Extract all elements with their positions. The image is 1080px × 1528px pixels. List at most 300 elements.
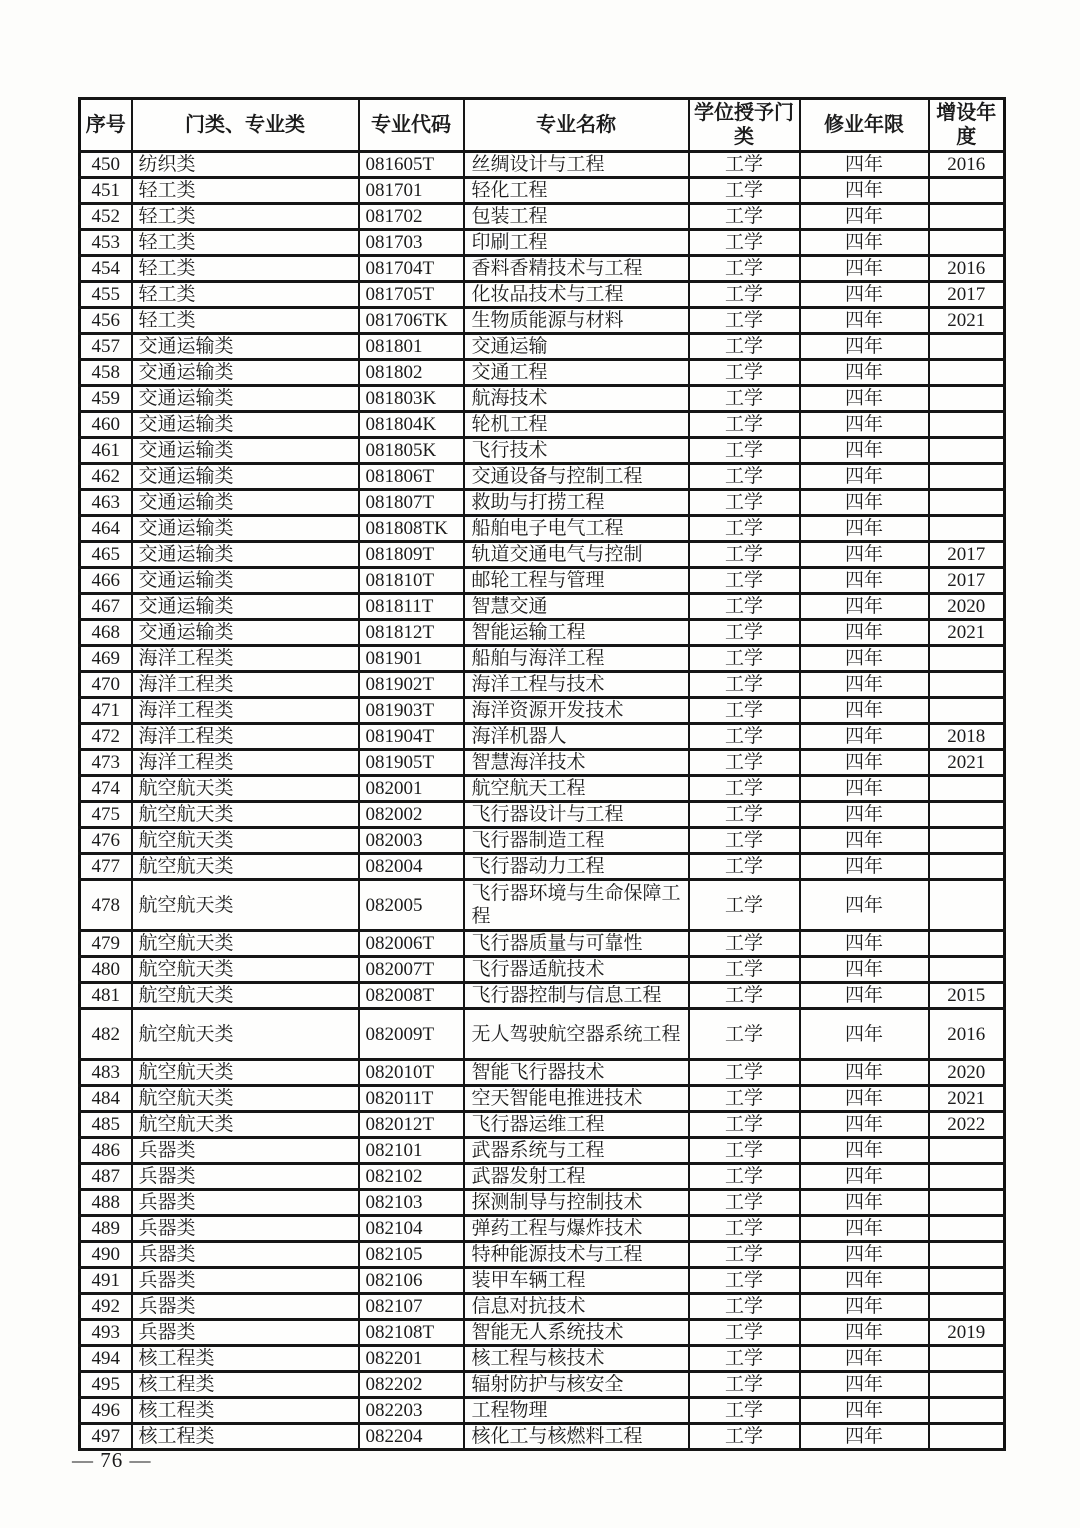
code-cell: 082108T <box>359 1320 464 1346</box>
serial-cell: 459 <box>80 386 132 412</box>
degree-cell: 工学 <box>689 880 800 931</box>
years-cell: 四年 <box>800 178 929 204</box>
degree-cell: 工学 <box>689 1398 800 1424</box>
code-cell: 081905T <box>359 750 464 776</box>
added-year-cell: 2019 <box>929 1320 1005 1346</box>
degree-cell: 工学 <box>689 490 800 516</box>
serial-cell: 466 <box>80 568 132 594</box>
name-cell: 辐射防护与核安全 <box>464 1372 689 1398</box>
serial-cell: 456 <box>80 308 132 334</box>
years-cell: 四年 <box>800 1190 929 1216</box>
degree-cell: 工学 <box>689 750 800 776</box>
serial-cell: 452 <box>80 204 132 230</box>
category-cell: 兵器类 <box>132 1164 359 1190</box>
category-cell: 航空航天类 <box>132 1086 359 1112</box>
degree-cell: 工学 <box>689 724 800 750</box>
code-cell: 082011T <box>359 1086 464 1112</box>
table-body <box>80 152 1005 1450</box>
degree-cell: 工学 <box>689 334 800 360</box>
added-year-cell: 2021 <box>929 620 1005 646</box>
degree-cell: 工学 <box>689 542 800 568</box>
table-row <box>80 1060 1005 1086</box>
category-cell: 纺织类 <box>132 152 359 178</box>
name-cell: 飞行器环境与生命保障工程 <box>464 880 689 931</box>
table-row <box>80 620 1005 646</box>
added-year-cell <box>929 1216 1005 1242</box>
category-cell: 轻工类 <box>132 230 359 256</box>
column-header-serial: 序号 <box>80 99 132 152</box>
added-year-cell: 2022 <box>929 1112 1005 1138</box>
code-cell: 082202 <box>359 1372 464 1398</box>
degree-cell: 工学 <box>689 672 800 698</box>
category-cell: 航空航天类 <box>132 1009 359 1060</box>
serial-cell: 474 <box>80 776 132 802</box>
category-cell: 海洋工程类 <box>132 750 359 776</box>
code-cell: 082204 <box>359 1424 464 1450</box>
name-cell: 飞行器制造工程 <box>464 828 689 854</box>
name-cell: 武器系统与工程 <box>464 1138 689 1164</box>
name-cell: 飞行器设计与工程 <box>464 802 689 828</box>
table-row <box>80 438 1005 464</box>
serial-cell: 497 <box>80 1424 132 1450</box>
category-cell: 交通运输类 <box>132 412 359 438</box>
degree-cell: 工学 <box>689 1372 800 1398</box>
table-row <box>80 204 1005 230</box>
table-row <box>80 308 1005 334</box>
code-cell: 081901 <box>359 646 464 672</box>
name-cell: 信息对抗技术 <box>464 1294 689 1320</box>
name-cell: 工程物理 <box>464 1398 689 1424</box>
name-cell: 海洋工程与技术 <box>464 672 689 698</box>
added-year-cell: 2015 <box>929 983 1005 1009</box>
serial-cell: 451 <box>80 178 132 204</box>
code-cell: 082101 <box>359 1138 464 1164</box>
degree-cell: 工学 <box>689 620 800 646</box>
years-cell: 四年 <box>800 282 929 308</box>
years-cell: 四年 <box>800 568 929 594</box>
added-year-cell <box>929 386 1005 412</box>
added-year-cell <box>929 1242 1005 1268</box>
serial-cell: 472 <box>80 724 132 750</box>
serial-cell: 468 <box>80 620 132 646</box>
added-year-cell <box>929 802 1005 828</box>
years-cell: 四年 <box>800 1138 929 1164</box>
years-cell: 四年 <box>800 1164 929 1190</box>
table-row <box>80 1164 1005 1190</box>
years-cell: 四年 <box>800 931 929 957</box>
years-cell: 四年 <box>800 204 929 230</box>
years-cell: 四年 <box>800 256 929 282</box>
added-year-cell <box>929 1398 1005 1424</box>
serial-cell: 480 <box>80 957 132 983</box>
degree-cell: 工学 <box>689 360 800 386</box>
category-cell: 交通运输类 <box>132 360 359 386</box>
category-cell: 交通运输类 <box>132 594 359 620</box>
serial-cell: 463 <box>80 490 132 516</box>
table-row <box>80 1242 1005 1268</box>
name-cell: 核工程与核技术 <box>464 1346 689 1372</box>
code-cell: 081701 <box>359 178 464 204</box>
years-cell: 四年 <box>800 1424 929 1450</box>
code-cell: 082105 <box>359 1242 464 1268</box>
serial-cell: 457 <box>80 334 132 360</box>
years-cell: 四年 <box>800 438 929 464</box>
name-cell: 香料香精技术与工程 <box>464 256 689 282</box>
serial-cell: 469 <box>80 646 132 672</box>
name-cell: 智慧海洋技术 <box>464 750 689 776</box>
degree-cell: 工学 <box>689 308 800 334</box>
added-year-cell <box>929 828 1005 854</box>
category-cell: 海洋工程类 <box>132 724 359 750</box>
name-cell: 化妆品技术与工程 <box>464 282 689 308</box>
name-cell: 交通设备与控制工程 <box>464 464 689 490</box>
table-row <box>80 542 1005 568</box>
years-cell: 四年 <box>800 1346 929 1372</box>
table-row <box>80 1112 1005 1138</box>
table-row <box>80 1268 1005 1294</box>
code-cell: 081807T <box>359 490 464 516</box>
degree-cell: 工学 <box>689 1112 800 1138</box>
degree-cell: 工学 <box>689 931 800 957</box>
years-cell: 四年 <box>800 620 929 646</box>
table-row <box>80 360 1005 386</box>
code-cell: 082007T <box>359 957 464 983</box>
category-cell: 兵器类 <box>132 1190 359 1216</box>
years-cell: 四年 <box>800 698 929 724</box>
code-cell: 081605T <box>359 152 464 178</box>
years-cell: 四年 <box>800 334 929 360</box>
code-cell: 082201 <box>359 1346 464 1372</box>
degree-cell: 工学 <box>689 256 800 282</box>
serial-cell: 496 <box>80 1398 132 1424</box>
table-row <box>80 983 1005 1009</box>
degree-cell: 工学 <box>689 957 800 983</box>
name-cell: 印刷工程 <box>464 230 689 256</box>
category-cell: 轻工类 <box>132 282 359 308</box>
code-cell: 081801 <box>359 334 464 360</box>
serial-cell: 494 <box>80 1346 132 1372</box>
name-cell: 飞行器质量与可靠性 <box>464 931 689 957</box>
serial-cell: 478 <box>80 880 132 931</box>
added-year-cell <box>929 854 1005 880</box>
table-row <box>80 1346 1005 1372</box>
years-cell: 四年 <box>800 724 929 750</box>
table-row <box>80 568 1005 594</box>
table-row <box>80 1398 1005 1424</box>
added-year-cell: 2020 <box>929 1060 1005 1086</box>
code-cell: 081702 <box>359 204 464 230</box>
serial-cell: 450 <box>80 152 132 178</box>
degree-cell: 工学 <box>689 1060 800 1086</box>
years-cell: 四年 <box>800 983 929 1009</box>
category-cell: 核工程类 <box>132 1398 359 1424</box>
name-cell: 飞行器动力工程 <box>464 854 689 880</box>
category-cell: 兵器类 <box>132 1138 359 1164</box>
serial-cell: 491 <box>80 1268 132 1294</box>
name-cell: 丝绸设计与工程 <box>464 152 689 178</box>
code-cell: 081805K <box>359 438 464 464</box>
table-row <box>80 1294 1005 1320</box>
serial-cell: 471 <box>80 698 132 724</box>
years-cell: 四年 <box>800 412 929 438</box>
name-cell: 飞行器适航技术 <box>464 957 689 983</box>
years-cell: 四年 <box>800 854 929 880</box>
years-cell: 四年 <box>800 386 929 412</box>
degree-cell: 工学 <box>689 438 800 464</box>
table-row <box>80 412 1005 438</box>
code-cell: 081904T <box>359 724 464 750</box>
table-row <box>80 957 1005 983</box>
serial-cell: 470 <box>80 672 132 698</box>
table-header <box>80 99 1005 152</box>
degree-cell: 工学 <box>689 282 800 308</box>
name-cell: 飞行器运维工程 <box>464 1112 689 1138</box>
serial-cell: 467 <box>80 594 132 620</box>
added-year-cell <box>929 438 1005 464</box>
table-row <box>80 1190 1005 1216</box>
code-cell: 082107 <box>359 1294 464 1320</box>
serial-cell: 492 <box>80 1294 132 1320</box>
name-cell: 弹药工程与爆炸技术 <box>464 1216 689 1242</box>
name-cell: 航空航天工程 <box>464 776 689 802</box>
column-header-added: 增设年度 <box>929 99 1005 152</box>
table-row <box>80 152 1005 178</box>
name-cell: 核化工与核燃料工程 <box>464 1424 689 1450</box>
name-cell: 装甲车辆工程 <box>464 1268 689 1294</box>
years-cell: 四年 <box>800 1216 929 1242</box>
table-row <box>80 880 1005 931</box>
serial-cell: 464 <box>80 516 132 542</box>
added-year-cell <box>929 1268 1005 1294</box>
column-header-category: 门类、专业类 <box>132 99 359 152</box>
degree-cell: 工学 <box>689 828 800 854</box>
name-cell: 船舶电子电气工程 <box>464 516 689 542</box>
serial-cell: 455 <box>80 282 132 308</box>
name-cell: 包装工程 <box>464 204 689 230</box>
code-cell: 082106 <box>359 1268 464 1294</box>
table-row <box>80 828 1005 854</box>
name-cell: 智能飞行器技术 <box>464 1060 689 1086</box>
years-cell: 四年 <box>800 750 929 776</box>
name-cell: 空天智能电推进技术 <box>464 1086 689 1112</box>
degree-cell: 工学 <box>689 178 800 204</box>
table-row <box>80 750 1005 776</box>
table-row <box>80 698 1005 724</box>
code-cell: 082203 <box>359 1398 464 1424</box>
table-row <box>80 230 1005 256</box>
serial-cell: 461 <box>80 438 132 464</box>
years-cell: 四年 <box>800 1372 929 1398</box>
table-row <box>80 464 1005 490</box>
years-cell: 四年 <box>800 1242 929 1268</box>
table-row <box>80 1424 1005 1450</box>
code-cell: 081802 <box>359 360 464 386</box>
category-cell: 核工程类 <box>132 1424 359 1450</box>
category-cell: 航空航天类 <box>132 957 359 983</box>
category-cell: 兵器类 <box>132 1216 359 1242</box>
category-cell: 交通运输类 <box>132 464 359 490</box>
serial-cell: 487 <box>80 1164 132 1190</box>
serial-cell: 479 <box>80 931 132 957</box>
degree-cell: 工学 <box>689 983 800 1009</box>
added-year-cell: 2017 <box>929 568 1005 594</box>
name-cell: 武器发射工程 <box>464 1164 689 1190</box>
name-cell: 无人驾驶航空器系统工程 <box>464 1009 689 1060</box>
years-cell: 四年 <box>800 1268 929 1294</box>
code-cell: 082010T <box>359 1060 464 1086</box>
degree-cell: 工学 <box>689 1424 800 1450</box>
category-cell: 轻工类 <box>132 204 359 230</box>
serial-cell: 495 <box>80 1372 132 1398</box>
years-cell: 四年 <box>800 1086 929 1112</box>
serial-cell: 477 <box>80 854 132 880</box>
added-year-cell <box>929 178 1005 204</box>
column-header-years: 修业年限 <box>800 99 929 152</box>
category-cell: 航空航天类 <box>132 802 359 828</box>
table-row <box>80 672 1005 698</box>
years-cell: 四年 <box>800 1294 929 1320</box>
serial-cell: 484 <box>80 1086 132 1112</box>
years-cell: 四年 <box>800 880 929 931</box>
years-cell: 四年 <box>800 464 929 490</box>
years-cell: 四年 <box>800 594 929 620</box>
category-cell: 交通运输类 <box>132 438 359 464</box>
category-cell: 航空航天类 <box>132 1060 359 1086</box>
serial-cell: 490 <box>80 1242 132 1268</box>
degree-cell: 工学 <box>689 1242 800 1268</box>
category-cell: 海洋工程类 <box>132 646 359 672</box>
degree-cell: 工学 <box>689 698 800 724</box>
column-header-degree: 学位授予门类 <box>689 99 800 152</box>
years-cell: 四年 <box>800 957 929 983</box>
table-row <box>80 776 1005 802</box>
category-cell: 航空航天类 <box>132 983 359 1009</box>
added-year-cell <box>929 776 1005 802</box>
added-year-cell: 2021 <box>929 1086 1005 1112</box>
code-cell: 081810T <box>359 568 464 594</box>
code-cell: 081703 <box>359 230 464 256</box>
table-row <box>80 178 1005 204</box>
serial-cell: 462 <box>80 464 132 490</box>
code-cell: 082102 <box>359 1164 464 1190</box>
added-year-cell <box>929 1138 1005 1164</box>
table-row <box>80 646 1005 672</box>
code-cell: 082002 <box>359 802 464 828</box>
added-year-cell <box>929 880 1005 931</box>
code-cell: 081809T <box>359 542 464 568</box>
degree-cell: 工学 <box>689 802 800 828</box>
serial-cell: 460 <box>80 412 132 438</box>
degree-cell: 工学 <box>689 1138 800 1164</box>
column-header-name: 专业名称 <box>464 99 689 152</box>
code-cell: 081804K <box>359 412 464 438</box>
degree-cell: 工学 <box>689 464 800 490</box>
category-cell: 兵器类 <box>132 1320 359 1346</box>
added-year-cell <box>929 1424 1005 1450</box>
years-cell: 四年 <box>800 1060 929 1086</box>
category-cell: 交通运输类 <box>132 542 359 568</box>
added-year-cell <box>929 698 1005 724</box>
category-cell: 交通运输类 <box>132 568 359 594</box>
added-year-cell: 2016 <box>929 256 1005 282</box>
category-cell: 航空航天类 <box>132 854 359 880</box>
table-row <box>80 1009 1005 1060</box>
added-year-cell <box>929 1190 1005 1216</box>
years-cell: 四年 <box>800 802 929 828</box>
serial-cell: 454 <box>80 256 132 282</box>
years-cell: 四年 <box>800 1112 929 1138</box>
serial-cell: 465 <box>80 542 132 568</box>
code-cell: 082012T <box>359 1112 464 1138</box>
years-cell: 四年 <box>800 1009 929 1060</box>
category-cell: 兵器类 <box>132 1242 359 1268</box>
added-year-cell <box>929 334 1005 360</box>
code-cell: 082009T <box>359 1009 464 1060</box>
serial-cell: 482 <box>80 1009 132 1060</box>
degree-cell: 工学 <box>689 1346 800 1372</box>
name-cell: 邮轮工程与管理 <box>464 568 689 594</box>
page-number: — 76 — <box>72 1448 152 1472</box>
table-row <box>80 724 1005 750</box>
degree-cell: 工学 <box>689 568 800 594</box>
category-cell: 轻工类 <box>132 178 359 204</box>
code-cell: 081902T <box>359 672 464 698</box>
name-cell: 轻化工程 <box>464 178 689 204</box>
degree-cell: 工学 <box>689 386 800 412</box>
added-year-cell <box>929 1346 1005 1372</box>
degree-cell: 工学 <box>689 646 800 672</box>
serial-cell: 488 <box>80 1190 132 1216</box>
serial-cell: 486 <box>80 1138 132 1164</box>
name-cell: 救助与打捞工程 <box>464 490 689 516</box>
name-cell: 船舶与海洋工程 <box>464 646 689 672</box>
degree-cell: 工学 <box>689 776 800 802</box>
table-row <box>80 1216 1005 1242</box>
table-row <box>80 1138 1005 1164</box>
years-cell: 四年 <box>800 490 929 516</box>
years-cell: 四年 <box>800 1398 929 1424</box>
category-cell: 海洋工程类 <box>132 698 359 724</box>
name-cell: 探测制导与控制技术 <box>464 1190 689 1216</box>
category-cell: 海洋工程类 <box>132 672 359 698</box>
serial-cell: 489 <box>80 1216 132 1242</box>
code-cell: 082004 <box>359 854 464 880</box>
name-cell: 飞行技术 <box>464 438 689 464</box>
degree-cell: 工学 <box>689 594 800 620</box>
serial-cell: 483 <box>80 1060 132 1086</box>
code-cell: 081812T <box>359 620 464 646</box>
added-year-cell <box>929 1294 1005 1320</box>
degree-cell: 工学 <box>689 230 800 256</box>
years-cell: 四年 <box>800 360 929 386</box>
category-cell: 交通运输类 <box>132 386 359 412</box>
code-cell: 081806T <box>359 464 464 490</box>
category-cell: 轻工类 <box>132 256 359 282</box>
code-cell: 081903T <box>359 698 464 724</box>
name-cell: 智能运输工程 <box>464 620 689 646</box>
code-cell: 081808TK <box>359 516 464 542</box>
added-year-cell: 2016 <box>929 1009 1005 1060</box>
name-cell: 轨道交通电气与控制 <box>464 542 689 568</box>
years-cell: 四年 <box>800 308 929 334</box>
category-cell: 核工程类 <box>132 1372 359 1398</box>
name-cell: 航海技术 <box>464 386 689 412</box>
code-cell: 082003 <box>359 828 464 854</box>
category-cell: 核工程类 <box>132 1346 359 1372</box>
added-year-cell: 2016 <box>929 152 1005 178</box>
name-cell: 轮机工程 <box>464 412 689 438</box>
code-cell: 082104 <box>359 1216 464 1242</box>
